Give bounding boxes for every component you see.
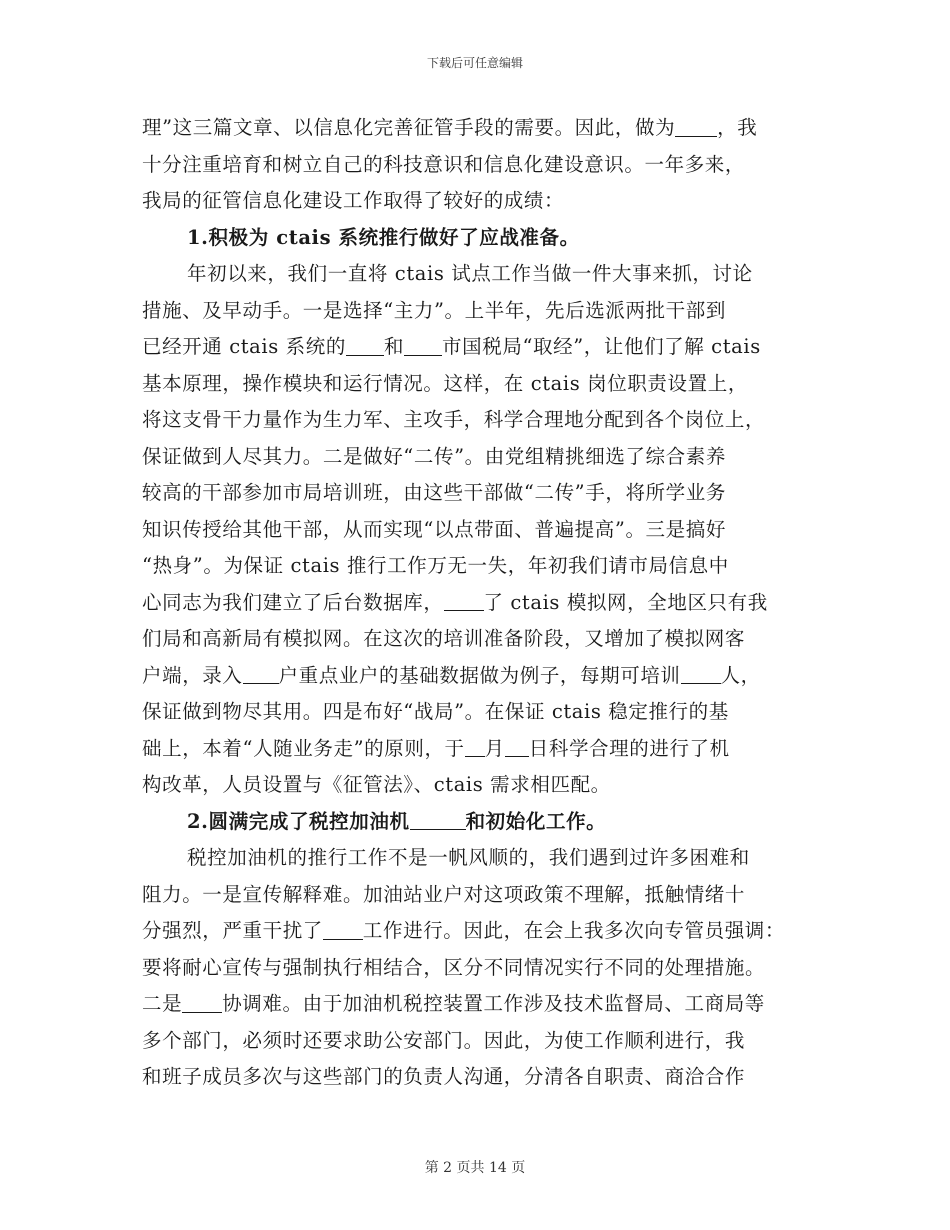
text-line: 十分注重培育和树立自己的科技意识和信息化建设意识。一年多来，: [142, 152, 746, 176]
blank-underline: [505, 736, 529, 757]
page-header: 下载后可任意编辑: [426, 56, 523, 70]
text-line: 知识传授给其他干部，从而实现“以点带面、普遍提高”。三是搞好: [142, 517, 726, 541]
text-line: 们局和高新局有模拟网。在这次的培训准备阶段，又增加了模拟网客: [142, 627, 746, 650]
blank-underline: [323, 918, 363, 939]
blank-underline: [346, 334, 384, 355]
text-line: 将这支骨干力量作为生力军、主攻手，科学合理地分配到各个岗位上，: [142, 408, 766, 431]
text-line: 阻力。一是宣传解释难。加油站业户对这项政策不理解，抵触情绪十: [142, 882, 746, 906]
blank-underline: [444, 590, 484, 611]
blank-underline: [410, 809, 466, 830]
text-line: 户端，录入 户重点业户的基础数据做为例子，每期可培训 人，: [142, 663, 761, 687]
section-heading-1: 1.积极为 ctais 系统推行做好了应战准备。: [187, 225, 580, 249]
blank-underline: [404, 334, 442, 355]
document-body: [142, 110, 810, 1096]
text-line: 础上，本着“人随业务走”的原则，于 月 日科学合理的进行了机: [142, 736, 730, 760]
text-line: 构改革，人员设置与《征管法》、ctais 需求相匹配。: [142, 773, 611, 796]
blank-underline: [465, 736, 485, 757]
section-heading-2: 2.圆满完成了税控加油机 和初始化工作。: [187, 809, 607, 833]
text-line: 保证做到人尽其力。二是做好“二传”。由党组精挑细选了综合素养: [142, 444, 726, 468]
text-line: 要将耐心宣传与强制执行相结合，区分不同情况实行不同的处理措施。: [142, 955, 766, 979]
text-line: 我局的征管信息化建设工作取得了较好的成绩：: [142, 189, 565, 212]
text-line: 基本原理，操作模块和运行情况。这样，在 ctais 岗位职责设置上，: [142, 371, 748, 395]
text-line: 和班子成员多次与这些部门的负责人沟通，分清各自职责、商洽合作: [142, 1065, 746, 1088]
text-line: 分强烈，严重干扰了 工作进行。因此，在会上我多次向专管员强调：: [142, 919, 786, 942]
text-line: 理”这三篇文章、以信息化完善征管手段的需要。因此，做为 ，我: [142, 116, 758, 139]
text-line: “热身”。为保证 ctais 推行工作万无一失，年初我们请市局信息中: [142, 554, 729, 577]
text-line: 心同志为我们建立了后台数据库， 了 ctais 模拟网，全地区只有我: [142, 590, 768, 614]
text-line: 年初以来，我们一直将 ctais 试点工作当做一件大事来抓，讨论: [187, 262, 753, 285]
text-line: 较高的干部参加市局培训班，由这些干部做“二传”手，将所学业务: [142, 481, 726, 504]
blank-underline: [675, 115, 717, 136]
page-footer: 第 2 页共 14 页: [424, 1160, 526, 1176]
text-line: 保证做到物尽其用。四是布好“战局”。在保证 ctais 稳定推行的基: [142, 700, 729, 723]
text-line: 二是 协调难。由于加油机税控装置工作涉及技术监督局、工商局等: [142, 992, 765, 1015]
text-line: 多个部门，必须时还要求助公安部门。因此，为使工作顺利进行，我: [142, 1028, 746, 1052]
text-line: 已经开通 ctais 系统的 和 市国税局“取经”，让他们了解 ctais: [142, 335, 761, 358]
blank-underline: [681, 663, 721, 684]
text-line: 税控加油机的推行工作不是一帆风顺的，我们遇到过许多困难和: [187, 846, 750, 869]
text-line: 措施、及早动手。一是选择“主力”。上半年，先后选派两批干部到: [142, 298, 726, 322]
blank-underline: [182, 991, 222, 1012]
blank-underline: [243, 663, 279, 684]
